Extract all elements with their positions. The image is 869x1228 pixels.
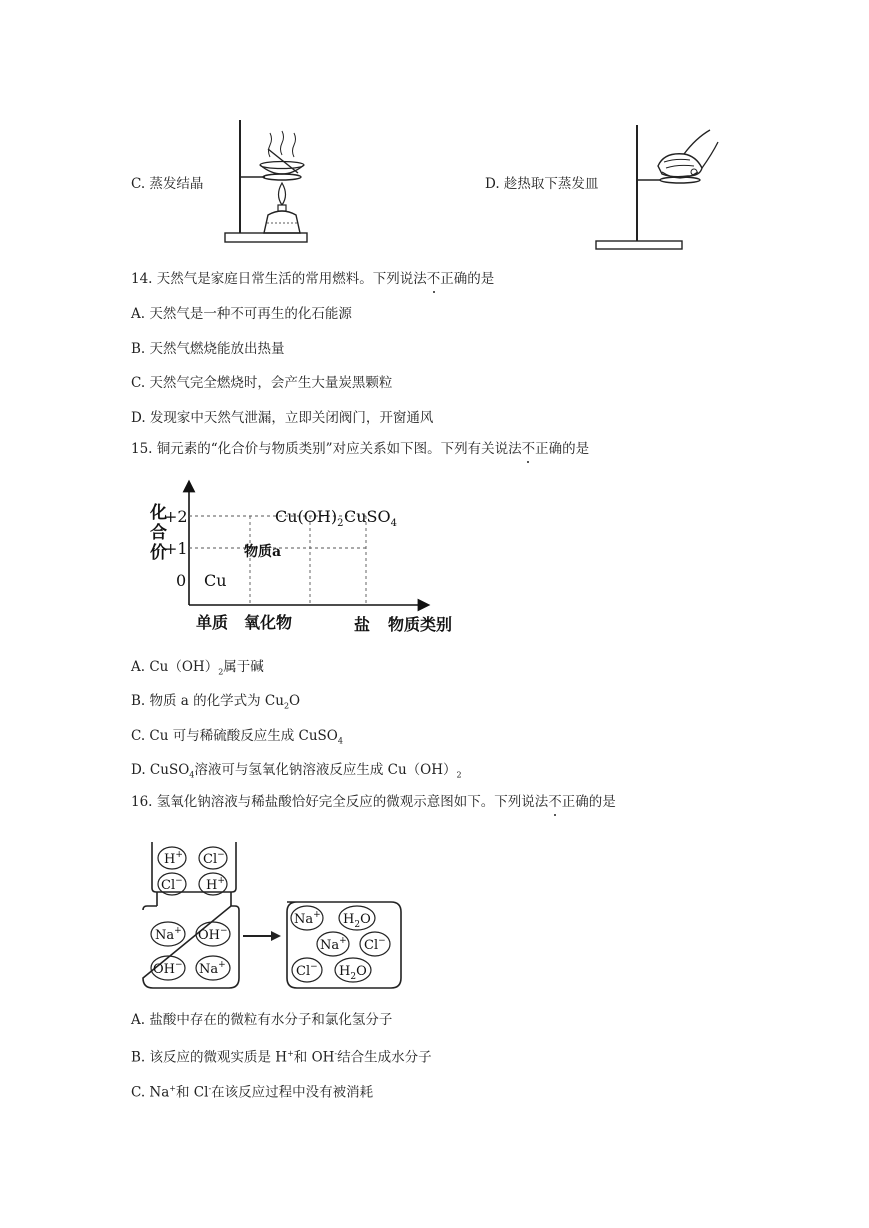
option-14a: A. 天然气是一种不可再生的化石能源 <box>131 306 352 322</box>
option-15b: B. 物质 a 的化学式为 $Cu_2O$ <box>131 693 301 711</box>
ion-cl-top2: Cl− <box>161 876 183 893</box>
ion-na-right2: Na+ <box>320 936 347 953</box>
valence-category-chart <box>140 478 470 640</box>
emphasis-not: 不 <box>548 794 562 810</box>
y-tick-plus1: +1 <box>164 539 188 558</box>
ion-oh-left2: OH− <box>153 960 183 977</box>
point-cuoh2: $Cu(OH)_2$ <box>275 507 344 529</box>
y-axis-label-3: 价 <box>150 543 167 563</box>
emphasis-not: 不 <box>521 441 536 457</box>
ion-na-left1: Na+ <box>155 926 182 943</box>
option-15d: D. CuSO$_4$溶液可与氢氧化钠溶液反应生成 $Cu(OH)_2$ <box>131 762 462 780</box>
option-14b: B. 天然气燃烧能放出热量 <box>131 341 285 357</box>
option-14c: C. 天然气完全燃烧时，会产生大量炭黑颗粒 <box>131 375 393 391</box>
option-16b: B. 该反应的微观实质是 H+和 OH-结合生成水分子 <box>131 1049 432 1066</box>
question-16-stem: 16. 氢氧化钠溶液与稀盐酸恰好完全反应的微观示意图如下。下列说法不正确的是 <box>131 794 616 810</box>
x-category-element: 单质 <box>196 613 229 632</box>
ion-h-top2: H+ <box>206 876 225 893</box>
ion-oh-left1: OH− <box>198 926 228 943</box>
option-15c: C. Cu 可与稀硫酸反应生成 CuSO$_4$ <box>131 728 343 746</box>
y-tick-plus2: +2 <box>164 507 188 526</box>
point-substance-a: 物质a <box>244 544 282 560</box>
ion-cl-top1: Cl− <box>203 850 225 867</box>
option-16c: C. Na+和 Cl-在该反应过程中没有被消耗 <box>131 1084 374 1101</box>
y-axis-label-2: 合 <box>150 523 167 543</box>
x-category-salt: 盐 <box>354 615 371 634</box>
molecule-h2o-right2: $H_2O$ <box>339 964 367 982</box>
ion-na-left2: Na+ <box>199 960 226 977</box>
option-16a: A. 盐酸中存在的微粒有水分子和氯化氢分子 <box>131 1012 393 1028</box>
remove-dish-figure <box>592 120 722 255</box>
option-13d: D. 趁热取下蒸发皿 <box>485 176 599 192</box>
point-cu: Cu <box>204 571 227 590</box>
question-14-stem: 14. 天然气是家庭日常生活的常用燃料。下列说法不正确的是 <box>131 271 495 287</box>
molecule-h2o-right1: $H_2O$ <box>343 912 371 930</box>
neutralization-micro-diagram <box>135 838 410 993</box>
y-tick-zero: 0 <box>176 571 187 590</box>
x-category-oxide: 氧化物 <box>244 613 293 632</box>
point-cuso4: CuSO$_4$ <box>344 507 397 529</box>
question-15-stem: 15. 铜元素的“化合价与物质类别”对应关系如下图。下列有关说法不正确的是 <box>131 441 590 457</box>
ion-cl-right1: Cl− <box>364 936 386 953</box>
y-axis-label-1: 化 <box>150 503 167 523</box>
option-14d: D. 发现家中天然气泄漏，立即关闭阀门，开窗通风 <box>131 410 434 426</box>
evaporation-apparatus-figure <box>220 115 320 250</box>
ion-na-right1: Na+ <box>294 910 321 927</box>
emphasis-not: 不 <box>426 271 441 287</box>
option-13c: C. 蒸发结晶 <box>131 176 204 192</box>
option-15a: A. $Cu(OH)_2$属于碱 <box>131 659 264 677</box>
ion-h-top1: H+ <box>164 850 183 867</box>
x-axis-label: 物质类别 <box>388 615 453 634</box>
ion-cl-right2: Cl− <box>296 962 318 979</box>
